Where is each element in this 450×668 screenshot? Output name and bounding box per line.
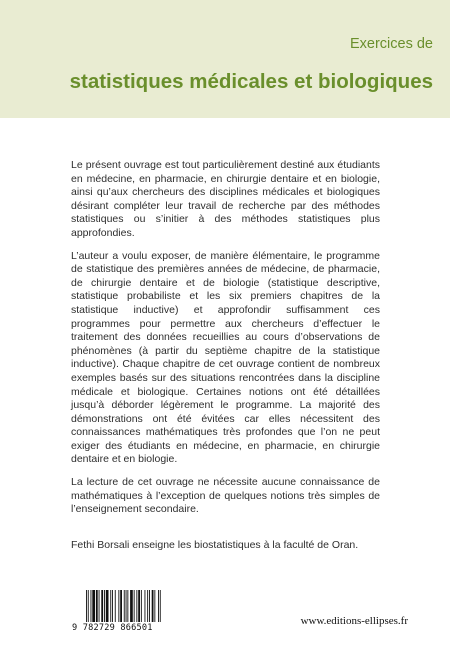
barcode-bar bbox=[101, 590, 103, 622]
barcode-bar bbox=[141, 590, 142, 622]
barcode-bar bbox=[147, 590, 148, 622]
barcode-bar bbox=[115, 590, 116, 622]
barcode-bar bbox=[106, 590, 109, 622]
blurb-text bbox=[71, 159, 380, 561]
barcode-bar bbox=[152, 590, 154, 622]
barcode-bar bbox=[112, 590, 113, 622]
barcode-bar bbox=[126, 590, 127, 622]
barcode-bar bbox=[96, 590, 98, 622]
barcode-bar bbox=[134, 590, 135, 622]
barcode-bar bbox=[145, 590, 146, 622]
barcode-bar bbox=[158, 590, 159, 622]
barcode-bar bbox=[118, 590, 119, 622]
barcode-bar bbox=[138, 590, 140, 622]
author-note: Fethi Borsali enseigne les biostatistiques à la faculté de Oran. bbox=[71, 538, 359, 551]
barcode-bar bbox=[91, 590, 92, 622]
barcode-bar bbox=[86, 590, 87, 622]
paragraph: Le présent ouvrage est tout particulièrement destiné aux étudiants en médecine, en pharmacie, en chirurgie dentaire et en biologie, ainsi qu’aux chercheurs des disciplines médicales et biologiques désirant compléter leur travail de recherche par des méthodes statistiques ou s’initier à des méthodes statistiques plus approfondies. bbox=[71, 159, 380, 239]
isbn-digits: 9 782729 866501 bbox=[72, 623, 153, 633]
barcode-bars bbox=[86, 590, 190, 622]
barcode-bar bbox=[127, 590, 128, 622]
series-label: Exercices de bbox=[349, 36, 433, 52]
publisher-website: www.editions-ellipses.fr bbox=[300, 615, 408, 627]
barcode-bar bbox=[92, 590, 95, 622]
paragraph: La lecture de cet ouvrage ne nécessite aucune connaissance de mathématiques à l’exception de quelques notions très simples de l’enseignement secondaire. bbox=[71, 476, 380, 516]
barcode-bar bbox=[160, 590, 161, 622]
barcode-bar bbox=[136, 590, 137, 622]
barcode-bar bbox=[110, 590, 111, 622]
barcode-bar bbox=[154, 590, 155, 622]
barcode-bar bbox=[120, 590, 122, 622]
barcode-bar bbox=[149, 590, 150, 622]
barcode-bar bbox=[88, 590, 89, 622]
paragraph: L’auteur a voulu exposer, de manière élémentaire, le programme de statistique des premières années de médecine, de pharmacie, de chirurgie dentaire et de biologie (statistique descriptive, statistique probabiliste et les six premiers chapitres de la statistique inductive) et approfondir suffisamment ces programmes pour permettre aux chercheurs d’effectuer le traitement des données recueillies au cours d’observations de phénomènes (à partir du septième chapitre de la statistique inductive). Chaque chapitre de cet ouvrage contient de nombreux exemples basés sur des situations rencontrées dans la discipline médicale et biologique. Certaines notions ont été détaillées jusqu’à déborder légèrement le programme. La majorité des démonstrations ont été évitées car elles nécessitent des connaissances mathématiques très profondes que l’on ne peut exiger des étudiants en médecine, en pharmacie, en chirurgie dentaire et en biologie. bbox=[71, 249, 380, 466]
barcode-bar bbox=[124, 590, 125, 622]
barcode bbox=[72, 590, 192, 636]
header-band bbox=[0, 0, 450, 118]
barcode-bar bbox=[104, 590, 105, 622]
book-title: statistiques médicales et biologiques bbox=[69, 70, 433, 93]
barcode-bar bbox=[130, 590, 133, 622]
barcode-bar bbox=[99, 590, 100, 622]
